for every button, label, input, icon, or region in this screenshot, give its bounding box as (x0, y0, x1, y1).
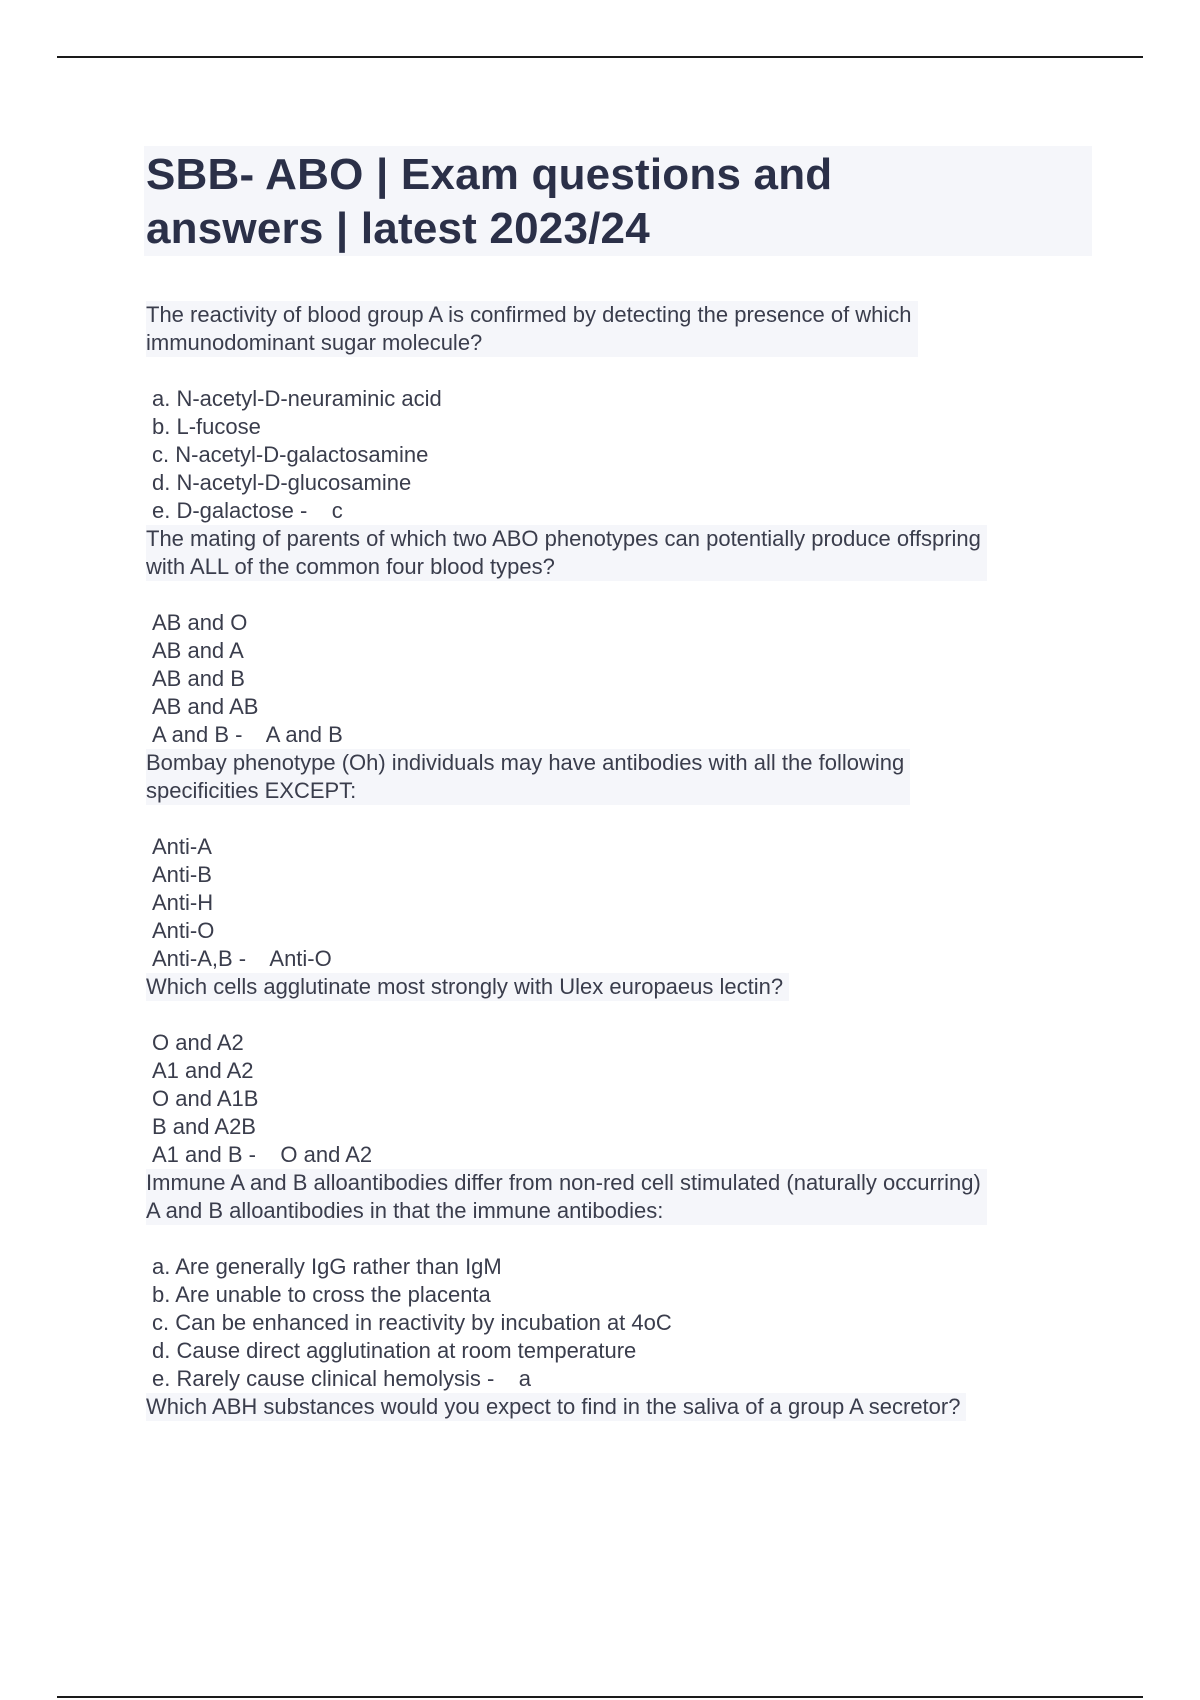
option: Anti-H (152, 890, 214, 915)
title-line-1: SBB- ABO | Exam questions and (146, 150, 833, 199)
question-text: The reactivity of blood group A is confirmed by detecting the presence of which immunodominant sugar molecule? (146, 301, 918, 357)
option-list (146, 1029, 1096, 1169)
option-list (146, 385, 1096, 525)
top-rule (57, 56, 1143, 58)
option: b. L-fucose (152, 414, 261, 439)
option: B and A2B (152, 1114, 256, 1139)
option: AB and O (152, 610, 248, 635)
option-with-answer: Anti-A,B - Anti-O (152, 946, 332, 971)
option: a. N-acetyl-D-neuraminic acid (152, 386, 442, 411)
option: b. Are unable to cross the placenta (152, 1282, 491, 1307)
option-with-answer: e. D-galactose - c (152, 498, 343, 523)
option-list (146, 609, 1096, 749)
option: O and A1B (152, 1086, 259, 1111)
question-block (146, 749, 1096, 973)
option-list (146, 1253, 1096, 1393)
question-text: The mating of parents of which two ABO phenotypes can potentially produce offspring with ALL of the common four blood types? (146, 525, 987, 581)
option-with-answer: A and B - A and B (152, 722, 343, 747)
bottom-rule (57, 1696, 1143, 1698)
answer: A and B (265, 722, 343, 747)
question-text: Which ABH substances would you expect to find in the saliva of a group A secretor? (146, 1393, 966, 1421)
option-list (146, 833, 1096, 973)
document-title (146, 148, 1046, 256)
answer: O and A2 (280, 1142, 373, 1167)
title-line-2: answers | latest 2023/24 (146, 204, 650, 253)
option: c. Can be enhanced in reactivity by incubation at 4oC (152, 1310, 672, 1335)
option: AB and B (152, 666, 245, 691)
option: d. N-acetyl-D-glucosamine (152, 470, 412, 495)
option: a. Are generally IgG rather than IgM (152, 1254, 502, 1279)
option: Anti-B (152, 862, 212, 887)
question-block (146, 973, 1096, 1169)
option: Anti-O (152, 918, 215, 943)
question-list (146, 301, 1096, 1421)
question-block (146, 301, 1096, 525)
option: c. N-acetyl-D-galactosamine (152, 442, 429, 467)
option: AB and A (152, 638, 244, 663)
question-block (146, 525, 1096, 749)
question-text: Bombay phenotype (Oh) individuals may have antibodies with all the following specificities EXCEPT: (146, 749, 910, 805)
option-with-answer: e. Rarely cause clinical hemolysis - a (152, 1366, 532, 1391)
option: d. Cause direct agglutination at room temperature (152, 1338, 637, 1363)
option: AB and AB (152, 694, 259, 719)
option: A1 and A2 (152, 1058, 254, 1083)
option-with-answer: A1 and B - O and A2 (152, 1142, 373, 1167)
answer: a (518, 1366, 532, 1391)
question-text: Which cells agglutinate most strongly with Ulex europaeus lectin? (146, 973, 789, 1001)
option: O and A2 (152, 1030, 244, 1055)
question-text: Immune A and B alloantibodies differ from non-red cell stimulated (naturally occurring) A and B alloantibodies in that the immune antibodies: (146, 1169, 987, 1225)
answer: c (331, 498, 343, 523)
option: Anti-A (152, 834, 212, 859)
answer: Anti-O (269, 946, 332, 971)
question-block (146, 1169, 1096, 1393)
question-block (146, 1393, 1096, 1421)
